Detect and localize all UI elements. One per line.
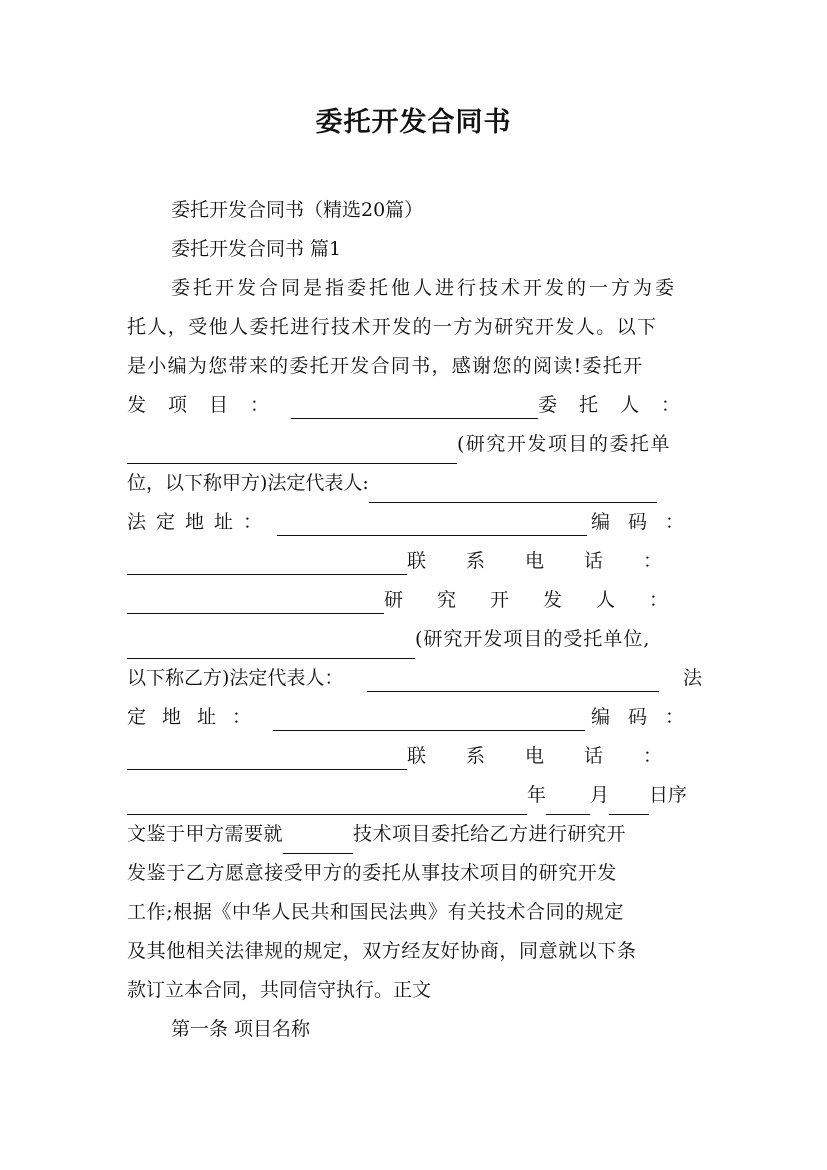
body-text-2: 发鉴于乙方愿意接受甲方的委托从事技术项目的研究开发 — [127, 862, 618, 884]
month-blank[interactable] — [546, 788, 590, 815]
body-line-2 — [127, 853, 702, 893]
client-postcode-label: 编码： — [590, 511, 702, 533]
developer-rep-label: 以下称乙方)法定代表人： — [127, 667, 344, 689]
developer-rep-line — [127, 658, 702, 698]
client-address-label: 法定地址： — [127, 511, 273, 533]
article-1-heading: 第一条 项目名称 — [171, 1018, 311, 1040]
intro-text-3: 是小编为您带来的委托开发合同书，感谢您的阅读!委托开 — [127, 355, 644, 377]
client-blank[interactable] — [127, 437, 457, 464]
project-blank[interactable] — [291, 392, 538, 419]
date-line — [127, 775, 702, 815]
address-prefix: 法 — [682, 667, 702, 689]
client-rep-blank[interactable] — [369, 476, 657, 503]
developer-note: (研究开发项目的受托单位, — [415, 628, 651, 650]
client-label: 委托人： — [537, 394, 702, 416]
client-phone-line — [127, 541, 702, 581]
client-line — [127, 424, 702, 464]
body-line-3 — [127, 892, 702, 932]
developer-postcode-blank[interactable] — [127, 743, 407, 770]
project-label: 发项目： — [127, 394, 292, 416]
client-note: (研究开发项目的委托单 — [457, 433, 671, 455]
intro-line-2 — [127, 307, 702, 347]
developer-phone-line — [127, 736, 702, 776]
developer-line — [127, 580, 702, 620]
body-text-1a: 文鉴于甲方需要就 — [127, 823, 284, 845]
intro-text-2: 托人，受他人委托进行技术开发的一方为研究开发人。以下 — [127, 316, 658, 338]
client-address-line — [127, 502, 702, 542]
client-phone-blank[interactable] — [127, 587, 384, 614]
client-phone-label: 联系电话： — [406, 550, 702, 572]
developer-address-line — [127, 697, 702, 737]
body-text-4: 及其他相关法律规的规定，双方经友好协商，同意就以下条 — [127, 940, 637, 962]
intro-line-3 — [127, 346, 702, 386]
body-line-5 — [127, 970, 702, 1010]
body-line-1 — [127, 814, 702, 854]
body-text-3: 工作;根据《中华人民共和国民法典》有关技术合同的规定 — [127, 901, 625, 923]
client-rep-line — [127, 463, 702, 503]
intro-text-1: 委托开发合同是指委托他人进行技术开发的一方为委 — [171, 277, 678, 299]
developer-postcode-label: 编码： — [590, 706, 702, 728]
developer-label: 研究开发人： — [383, 589, 702, 611]
client-rep-label: 位，以下称甲方)法定代表人: — [127, 472, 369, 494]
section-heading: 委托开发合同书 篇1 — [171, 238, 342, 260]
body-line-4 — [127, 931, 702, 971]
day-order-label: 日序 — [649, 784, 688, 806]
month-label: 月 — [590, 784, 610, 806]
day-blank[interactable] — [609, 788, 649, 815]
project-client-line — [127, 385, 702, 425]
developer-phone-label: 联系电话： — [406, 745, 702, 767]
body-text-5: 款订立本合同，共同信守执行。正文 — [127, 979, 432, 1001]
developer-address-blank[interactable] — [273, 704, 585, 731]
client-postcode-blank[interactable] — [127, 548, 407, 575]
document-title: 委托开发合同书 — [315, 107, 512, 138]
body-text-1b: 技术项目委托给乙方进行研究开 — [353, 823, 627, 845]
intro-line-1 — [171, 268, 702, 308]
developer-phone-blank[interactable] — [127, 788, 527, 815]
developer-note-line — [127, 619, 702, 659]
developer-blank[interactable] — [127, 632, 415, 659]
document-subtitle: 委托开发合同书（精选20篇） — [171, 199, 424, 221]
developer-rep-blank[interactable] — [367, 665, 659, 692]
client-address-blank[interactable] — [277, 509, 587, 536]
tech-project-blank[interactable] — [283, 827, 353, 854]
developer-address-label: 定地址： — [127, 706, 268, 728]
year-label: 年 — [527, 784, 547, 806]
